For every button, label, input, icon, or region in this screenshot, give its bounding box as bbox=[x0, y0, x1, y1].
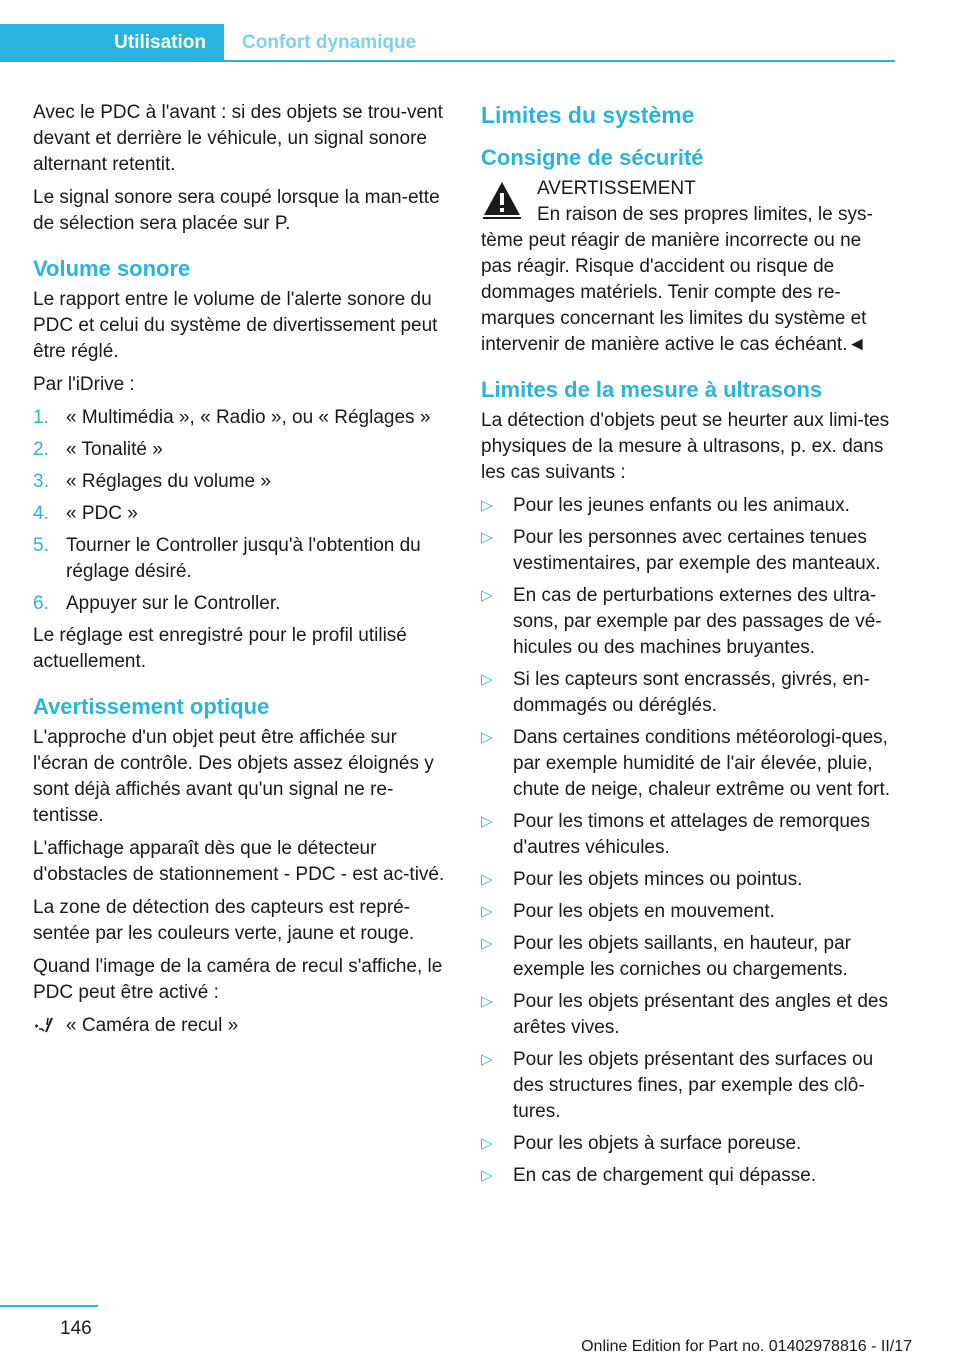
triangle-right-icon: ▷ bbox=[481, 1135, 493, 1152]
left-column bbox=[33, 100, 447, 1039]
list-item bbox=[481, 725, 895, 803]
ultrasons-text: La détection d'objets peut se heurter aux limi-tes physiques de la mesure à ultrasons, p. ex. dans les cas suivants : bbox=[481, 410, 890, 483]
warning-title: AVERTISSEMENT bbox=[537, 178, 696, 199]
ultrasons-heading: Limites de la mesure à ultrasons bbox=[481, 377, 823, 402]
warning-block bbox=[481, 176, 895, 358]
triangle-right-icon: ▷ bbox=[481, 903, 493, 920]
list-item bbox=[481, 1163, 895, 1189]
list-item bbox=[481, 525, 895, 577]
page-header bbox=[0, 0, 960, 62]
step-text: « Multimédia », « Radio », ou « Réglages » bbox=[66, 407, 431, 428]
warning-text: En raison de ses propres limites, le sys-tème peut réagir de manière incorrecte ou ne pas réagir. Risque d'accident ou risque de dommages matériels. Tenir compte des re-marques concernant les limites du système et intervenir de manière active le cas échéant.◄ bbox=[481, 204, 873, 355]
optique-paragraph: L'approche d'un objet peut être affichée sur l'écran de contrôle. Des objets assez éloignés y sont déjà affichés avant qu'un signal ne re-tentisse. bbox=[33, 727, 434, 826]
list-item-text: Pour les objets à surface poreuse. bbox=[513, 1133, 802, 1154]
list-item bbox=[481, 1047, 895, 1125]
intro-paragraph: Avec le PDC à l'avant : si des objets se trou-vent devant et derrière le véhicule, un signal sonore alternant retentit. bbox=[33, 102, 443, 175]
step-number: 2. bbox=[33, 439, 49, 460]
list-item-text: Pour les objets en mouvement. bbox=[513, 901, 775, 922]
optique-paragraph: L'affichage apparaît dès que le détecteur d'obstacles de stationnement - PDC - est ac-tivé. bbox=[33, 838, 445, 885]
edition-label: Online Edition for Part no. 01402978816 - II/17 bbox=[581, 1338, 912, 1355]
list-item-text: Pour les objets saillants, en hauteur, par exemple les corniches ou chargements. bbox=[513, 933, 851, 980]
list-item bbox=[481, 1131, 895, 1157]
section-tab bbox=[0, 24, 224, 62]
triangle-right-icon: ▷ bbox=[481, 935, 493, 952]
list-item bbox=[481, 899, 895, 925]
triangle-right-icon: ▷ bbox=[481, 1167, 493, 1184]
volume-after: Le réglage est enregistré pour le profil utilisé actuellement. bbox=[33, 625, 407, 672]
header-rule bbox=[0, 60, 895, 62]
list-item bbox=[481, 809, 895, 861]
triangle-right-icon: ▷ bbox=[481, 993, 493, 1010]
step-item bbox=[33, 437, 447, 463]
right-column bbox=[481, 100, 895, 1195]
chapter-label: Confort dynamique bbox=[242, 32, 417, 53]
step-text: Appuyer sur le Controller. bbox=[66, 593, 281, 614]
list-item-text: Pour les jeunes enfants ou les animaux. bbox=[513, 495, 850, 516]
step-text: « Tonalité » bbox=[66, 439, 163, 460]
list-item-text: Dans certaines conditions météorologi-ques, par exemple humidité de l'air élevée, pluie, chute de neige, chaleur extrême ou vent fort. bbox=[513, 727, 891, 800]
list-item-text: En cas de chargement qui dépasse. bbox=[513, 1165, 817, 1186]
volume-text: Le rapport entre le volume de l'alerte sonore du PDC et celui du système de divertissement peut être réglé. bbox=[33, 289, 438, 362]
triangle-right-icon: ▷ bbox=[481, 1051, 493, 1068]
list-item bbox=[481, 989, 895, 1041]
section-label: Utilisation bbox=[114, 32, 206, 53]
optique-heading: Avertissement optique bbox=[33, 694, 270, 719]
triangle-right-icon: ▷ bbox=[481, 729, 493, 746]
list-item-text: Pour les personnes avec certaines tenues vestimentaires, par exemple des manteaux. bbox=[513, 527, 881, 574]
chapter-tab bbox=[242, 24, 416, 62]
warning-triangle-icon bbox=[481, 178, 523, 220]
camera-label: « Caméra de recul » bbox=[66, 1015, 239, 1036]
list-item bbox=[481, 931, 895, 983]
volume-heading: Volume sonore bbox=[33, 256, 191, 281]
triangle-right-icon: ▷ bbox=[481, 529, 493, 546]
step-number: 4. bbox=[33, 503, 49, 524]
step-number: 3. bbox=[33, 471, 49, 492]
step-number: 1. bbox=[33, 407, 49, 428]
step-item bbox=[33, 405, 447, 431]
volume-steps bbox=[33, 405, 447, 617]
camera-line bbox=[33, 1013, 447, 1039]
list-item-text: Pour les objets présentant des surfaces ou des structures fines, par exemple des clô-tures. bbox=[513, 1049, 874, 1122]
step-item bbox=[33, 469, 447, 495]
list-item bbox=[481, 667, 895, 719]
optique-paragraph: La zone de détection des capteurs est repré-sentée par les couleurs verte, jaune et rouge. bbox=[33, 897, 415, 944]
footer-rule bbox=[0, 1305, 98, 1307]
list-item bbox=[481, 867, 895, 893]
list-item-text: En cas de perturbations externes des ultra-sons, par exemple par des passages de vé-hicules ou des machines bruyantes. bbox=[513, 585, 882, 658]
step-item bbox=[33, 591, 447, 617]
list-item-text: Pour les objets minces ou pointus. bbox=[513, 869, 803, 890]
triangle-right-icon: ▷ bbox=[481, 671, 493, 688]
step-text: « Réglages du volume » bbox=[66, 471, 271, 492]
intro-paragraph: Le signal sonore sera coupé lorsque la man-ette de sélection sera placée sur P. bbox=[33, 187, 440, 234]
step-number: 5. bbox=[33, 535, 49, 556]
triangle-right-icon: ▷ bbox=[481, 813, 493, 830]
triangle-right-icon: ▷ bbox=[481, 497, 493, 514]
rear-camera-icon bbox=[33, 1015, 55, 1037]
limits-title: Limites du système bbox=[481, 102, 695, 128]
list-item bbox=[481, 583, 895, 661]
step-text: Tourner le Controller jusqu'à l'obtention du réglage désiré. bbox=[66, 535, 421, 582]
limits-list bbox=[481, 493, 895, 1189]
step-item bbox=[33, 533, 447, 585]
volume-lead: Par l'iDrive : bbox=[33, 374, 135, 395]
list-item bbox=[481, 493, 895, 519]
page-number: 146 bbox=[60, 1318, 92, 1339]
list-item-text: Si les capteurs sont encrassés, givrés, en-dommagés ou déréglés. bbox=[513, 669, 870, 716]
safety-heading: Consigne de sécurité bbox=[481, 145, 704, 170]
list-item-text: Pour les objets présentant des angles et des arêtes vives. bbox=[513, 991, 888, 1038]
step-number: 6. bbox=[33, 593, 49, 614]
triangle-right-icon: ▷ bbox=[481, 871, 493, 888]
triangle-right-icon: ▷ bbox=[481, 587, 493, 604]
step-text: « PDC » bbox=[66, 503, 138, 524]
optique-paragraph: Quand l'image de la caméra de recul s'affiche, le PDC peut être activé : bbox=[33, 956, 443, 1003]
step-item bbox=[33, 501, 447, 527]
list-item-text: Pour les timons et attelages de remorques d'autres véhicules. bbox=[513, 811, 870, 858]
